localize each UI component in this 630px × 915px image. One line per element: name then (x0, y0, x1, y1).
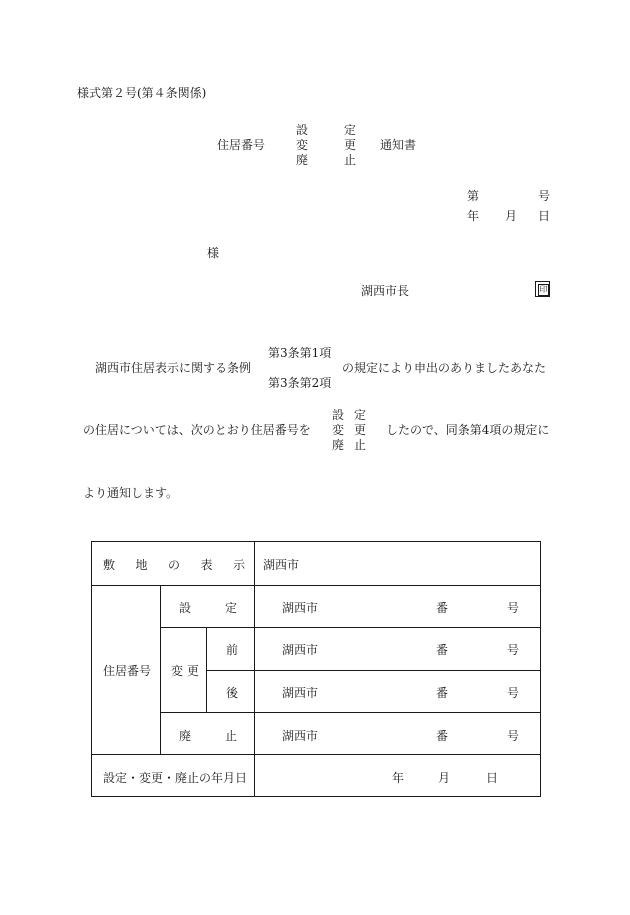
title-prefix: 住居番号 (217, 138, 266, 152)
before-ban: 番 (436, 643, 449, 657)
table-rule (160, 712, 540, 713)
body-option-change: 変 更 (332, 423, 366, 437)
title-option-change: 変 更 (296, 138, 356, 152)
issue-year: 年 (467, 209, 480, 223)
form-number-label: 様式第２号(第４条関係) (77, 86, 207, 100)
issue-month: 月 (505, 209, 518, 223)
issuer-name: 湖西市長 (361, 284, 410, 298)
date-day: 日 (486, 771, 499, 785)
date-month: 月 (438, 771, 451, 785)
body-line2-after: したので、同条第4項の規定に (386, 423, 550, 437)
house-number-label: 住居番号 (103, 664, 152, 678)
date-year: 年 (392, 771, 405, 785)
setting-go: 号 (507, 601, 520, 615)
setting-city: 湖西市 (282, 601, 319, 615)
article-option-b: 第3条第2項 (268, 376, 332, 390)
issue-day: 日 (538, 209, 551, 223)
body-option-set: 設 定 (332, 408, 366, 422)
abolish-label: 廃 止 (179, 729, 237, 743)
body-option-abolish: 廃 止 (332, 438, 366, 452)
before-city: 湖西市 (282, 643, 319, 657)
abolish-go: 号 (507, 729, 520, 743)
before-go: 号 (507, 643, 520, 657)
table-rule (206, 670, 540, 671)
article-option-a: 第3条第1項 (268, 346, 332, 360)
setting-ban: 番 (436, 601, 449, 615)
date-label: 設定・変更・廃止の年月日 (103, 771, 248, 785)
body-line2-before: の住居については、次のとおり住居番号を (83, 423, 311, 437)
setting-label: 設 定 (179, 601, 237, 615)
abolish-city: 湖西市 (282, 729, 319, 743)
site-label: 敷 地 の 表 示 (103, 558, 245, 572)
site-value: 湖西市 (263, 558, 300, 572)
title-option-abolish: 廃 止 (296, 153, 356, 167)
table-rule (254, 542, 255, 796)
title-suffix: 通知書 (380, 138, 417, 152)
after-ban: 番 (436, 686, 449, 700)
after-go: 号 (507, 686, 520, 700)
body-line1-after: の規定により申出のありましたあなた (342, 361, 547, 375)
seal-mark: 印 (535, 281, 550, 297)
table-rule (160, 585, 161, 754)
after-label: 後 (226, 686, 239, 700)
title-option-set: 設 定 (296, 123, 356, 137)
doc-number-go: 号 (538, 189, 551, 203)
before-label: 前 (226, 643, 239, 657)
change-label: 変 更 (171, 664, 199, 678)
doc-number-dai: 第 (467, 189, 480, 203)
table-rule (92, 754, 540, 755)
addressee-honorific: 様 (207, 246, 220, 260)
after-city: 湖西市 (282, 686, 319, 700)
table-rule (206, 627, 207, 712)
body-line1-before: 湖西市住居表示に関する条例 (95, 361, 252, 375)
notice-table (91, 541, 541, 797)
body-line3: より通知します。 (83, 486, 179, 500)
table-rule (160, 627, 540, 628)
abolish-ban: 番 (436, 729, 449, 743)
